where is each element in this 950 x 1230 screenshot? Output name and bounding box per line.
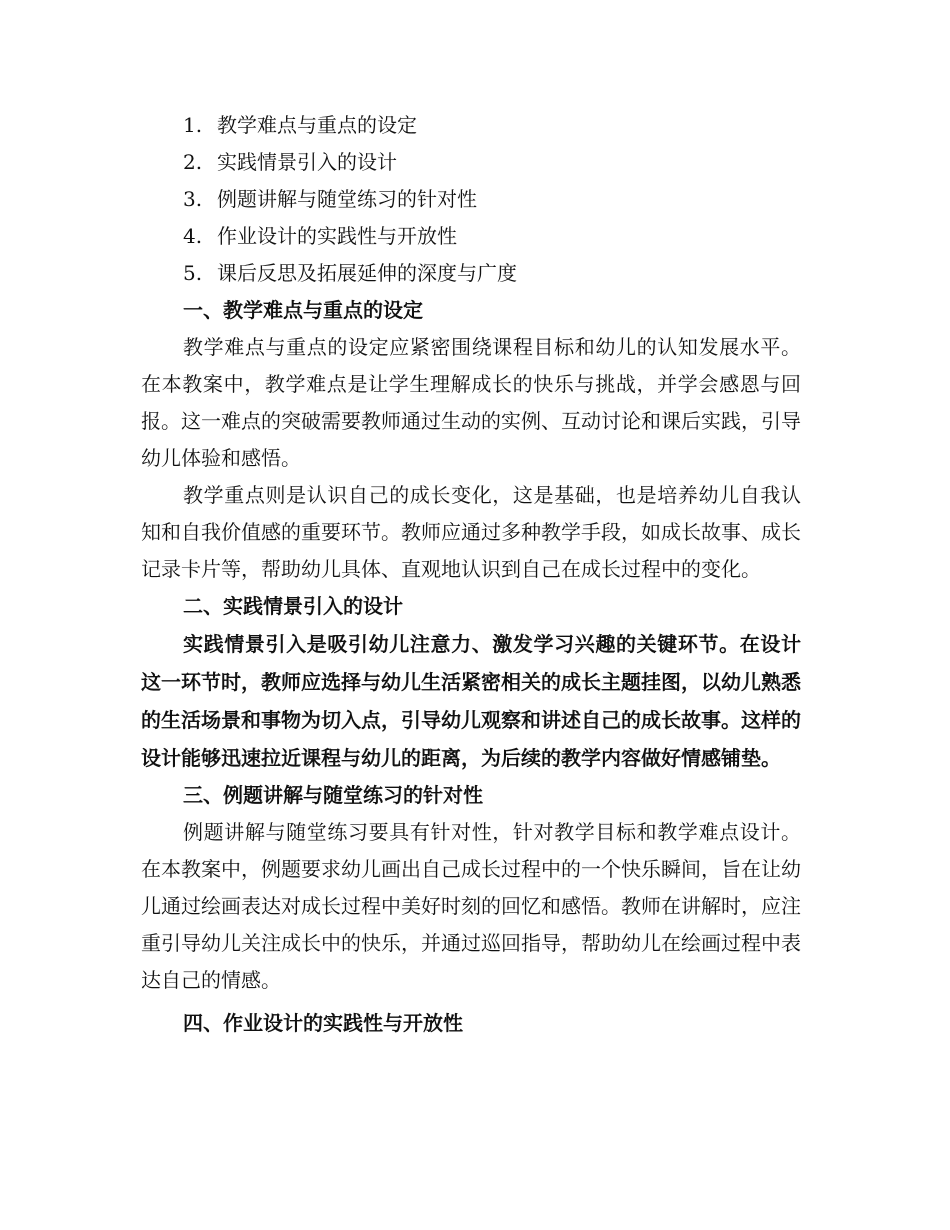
outline-number: 1.: [183, 113, 203, 137]
outline-item-2: [141, 144, 801, 181]
outline-number: 2.: [183, 150, 203, 174]
section-1-paragraph-1: 教学难点与重点的设定应紧密围绕课程目标和幼儿的认知发展水平。在本教案中，教学难点是让学生理解成长的快乐与挑战，并学会感恩与回报。这一难点的突破需要教师通过生动的实例、互动讨论和课后实践，引导幼儿体验和感悟。: [141, 335, 801, 470]
section-2-paragraph-1: 实践情景引入是吸引幼儿注意力、激发学习兴趣的关键环节。在设计这一环节时，教师应选择与幼儿生活紧密相关的成长主题挂图，以幼儿熟悉的生活场景和事物为切入点，引导幼儿观察和讲述自己的成长故事。这样的设计能够迅速拉近课程与幼儿的距离，为后续的教学内容做好情感铺垫。: [141, 632, 801, 770]
section-4-heading: 四、作业设计的实践性与开放性: [183, 1011, 463, 1035]
outline-text: 实践情景引入的设计: [217, 150, 397, 174]
outline-text: 例题讲解与随堂练习的针对性: [217, 187, 477, 211]
outline-item-3: [141, 181, 801, 218]
outline-text: 课后反思及拓展延伸的深度与广度: [217, 261, 517, 285]
outline-item-1: [141, 107, 801, 144]
section-1-heading: 一、教学难点与重点的设定: [183, 298, 423, 322]
outline-number: 4.: [183, 224, 203, 248]
section-1-paragraph-2: 教学重点则是认识自己的成长变化，这是基础，也是培养幼儿自我认知和自我价值感的重要环节。教师应通过多种教学手段，如成长故事、成长记录卡片等，帮助幼儿具体、直观地认识到自己在成长过程中的变化。: [141, 483, 801, 581]
outline-text: 作业设计的实践性与开放性: [217, 224, 457, 248]
section-3-paragraph-1: 例题讲解与随堂练习要具有针对性，针对教学目标和教学难点设计。在本教案中，例题要求幼儿画出自己成长过程中的一个快乐瞬间，旨在让幼儿通过绘画表达对成长过程中美好时刻的回忆和感悟。教师在讲解时，应注重引导幼儿关注成长中的快乐，并通过巡回指导，帮助幼儿在绘画过程中表达自己的情感。: [141, 820, 801, 992]
outline-item-4: [141, 218, 801, 255]
document-body: [141, 107, 801, 1042]
outline-number: 3.: [183, 187, 203, 211]
outline-number: 5.: [183, 261, 203, 285]
section-2-heading: 二、实践情景引入的设计: [183, 594, 403, 618]
outline-item-5: [141, 255, 801, 292]
outline-text: 教学难点与重点的设定: [217, 113, 417, 137]
section-3-heading: 三、例题讲解与随堂练习的针对性: [183, 783, 483, 807]
